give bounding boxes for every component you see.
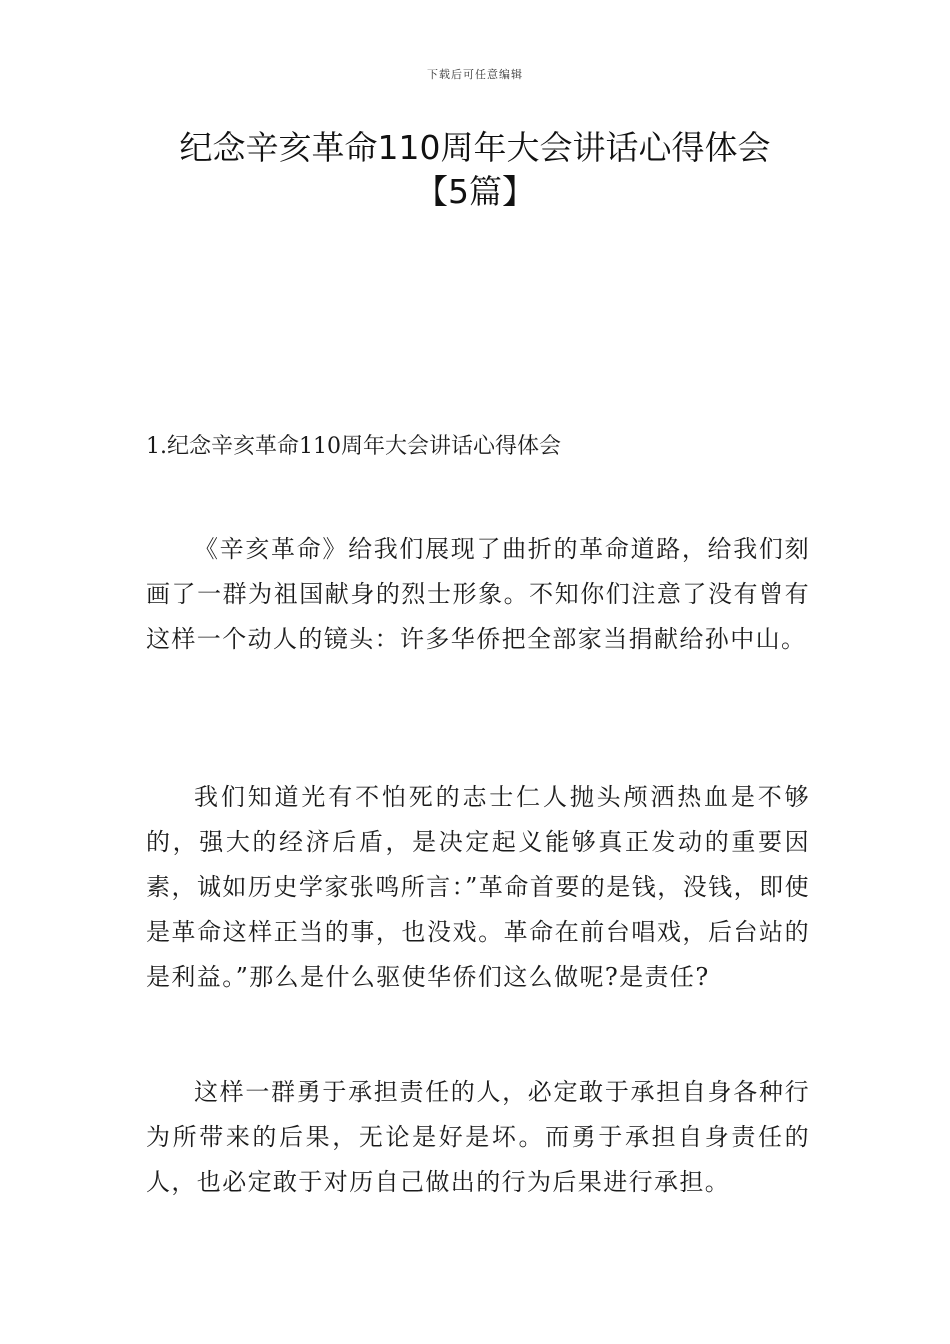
paragraph-3: 这样一群勇于承担责任的人，必定敢于承担自身各种行为所带来的后果，无论是好是坏。而勇于承担自身责任的人，也必定敢于对历自己做出的行为后果进行承担。	[146, 1078, 810, 1196]
paragraph-2: 我们知道光有不怕死的志士仁人抛头颅洒热血是不够的，强大的经济后盾，是决定起义能够真正发动的重要因素，诚如历史学家张鸣所言：”革命首要的是钱，没钱，即使是革命这样正当的事，也没戏。革命在前台唱戏，后台站的是利益。”那么是什么驱使华侨们这么做呢?是责任?	[146, 783, 810, 991]
title-line-2: 【5篇】	[415, 172, 535, 211]
paragraph-1: 《辛亥革命》给我们展现了曲折的革命道路，给我们刻画了一群为祖国献身的烈士形象。不知你们注意了没有曾有这样一个动人的镜头：许多华侨把全部家当捐献给孙中山。	[146, 535, 810, 653]
title-line-1: 纪念辛亥革命110周年大会讲话心得体会	[179, 128, 771, 167]
page-title	[60, 126, 890, 214]
header-note: 下载后可任意编辑	[427, 68, 523, 81]
section-heading: 1.纪念辛亥革命110周年大会讲话心得体会	[146, 434, 561, 459]
